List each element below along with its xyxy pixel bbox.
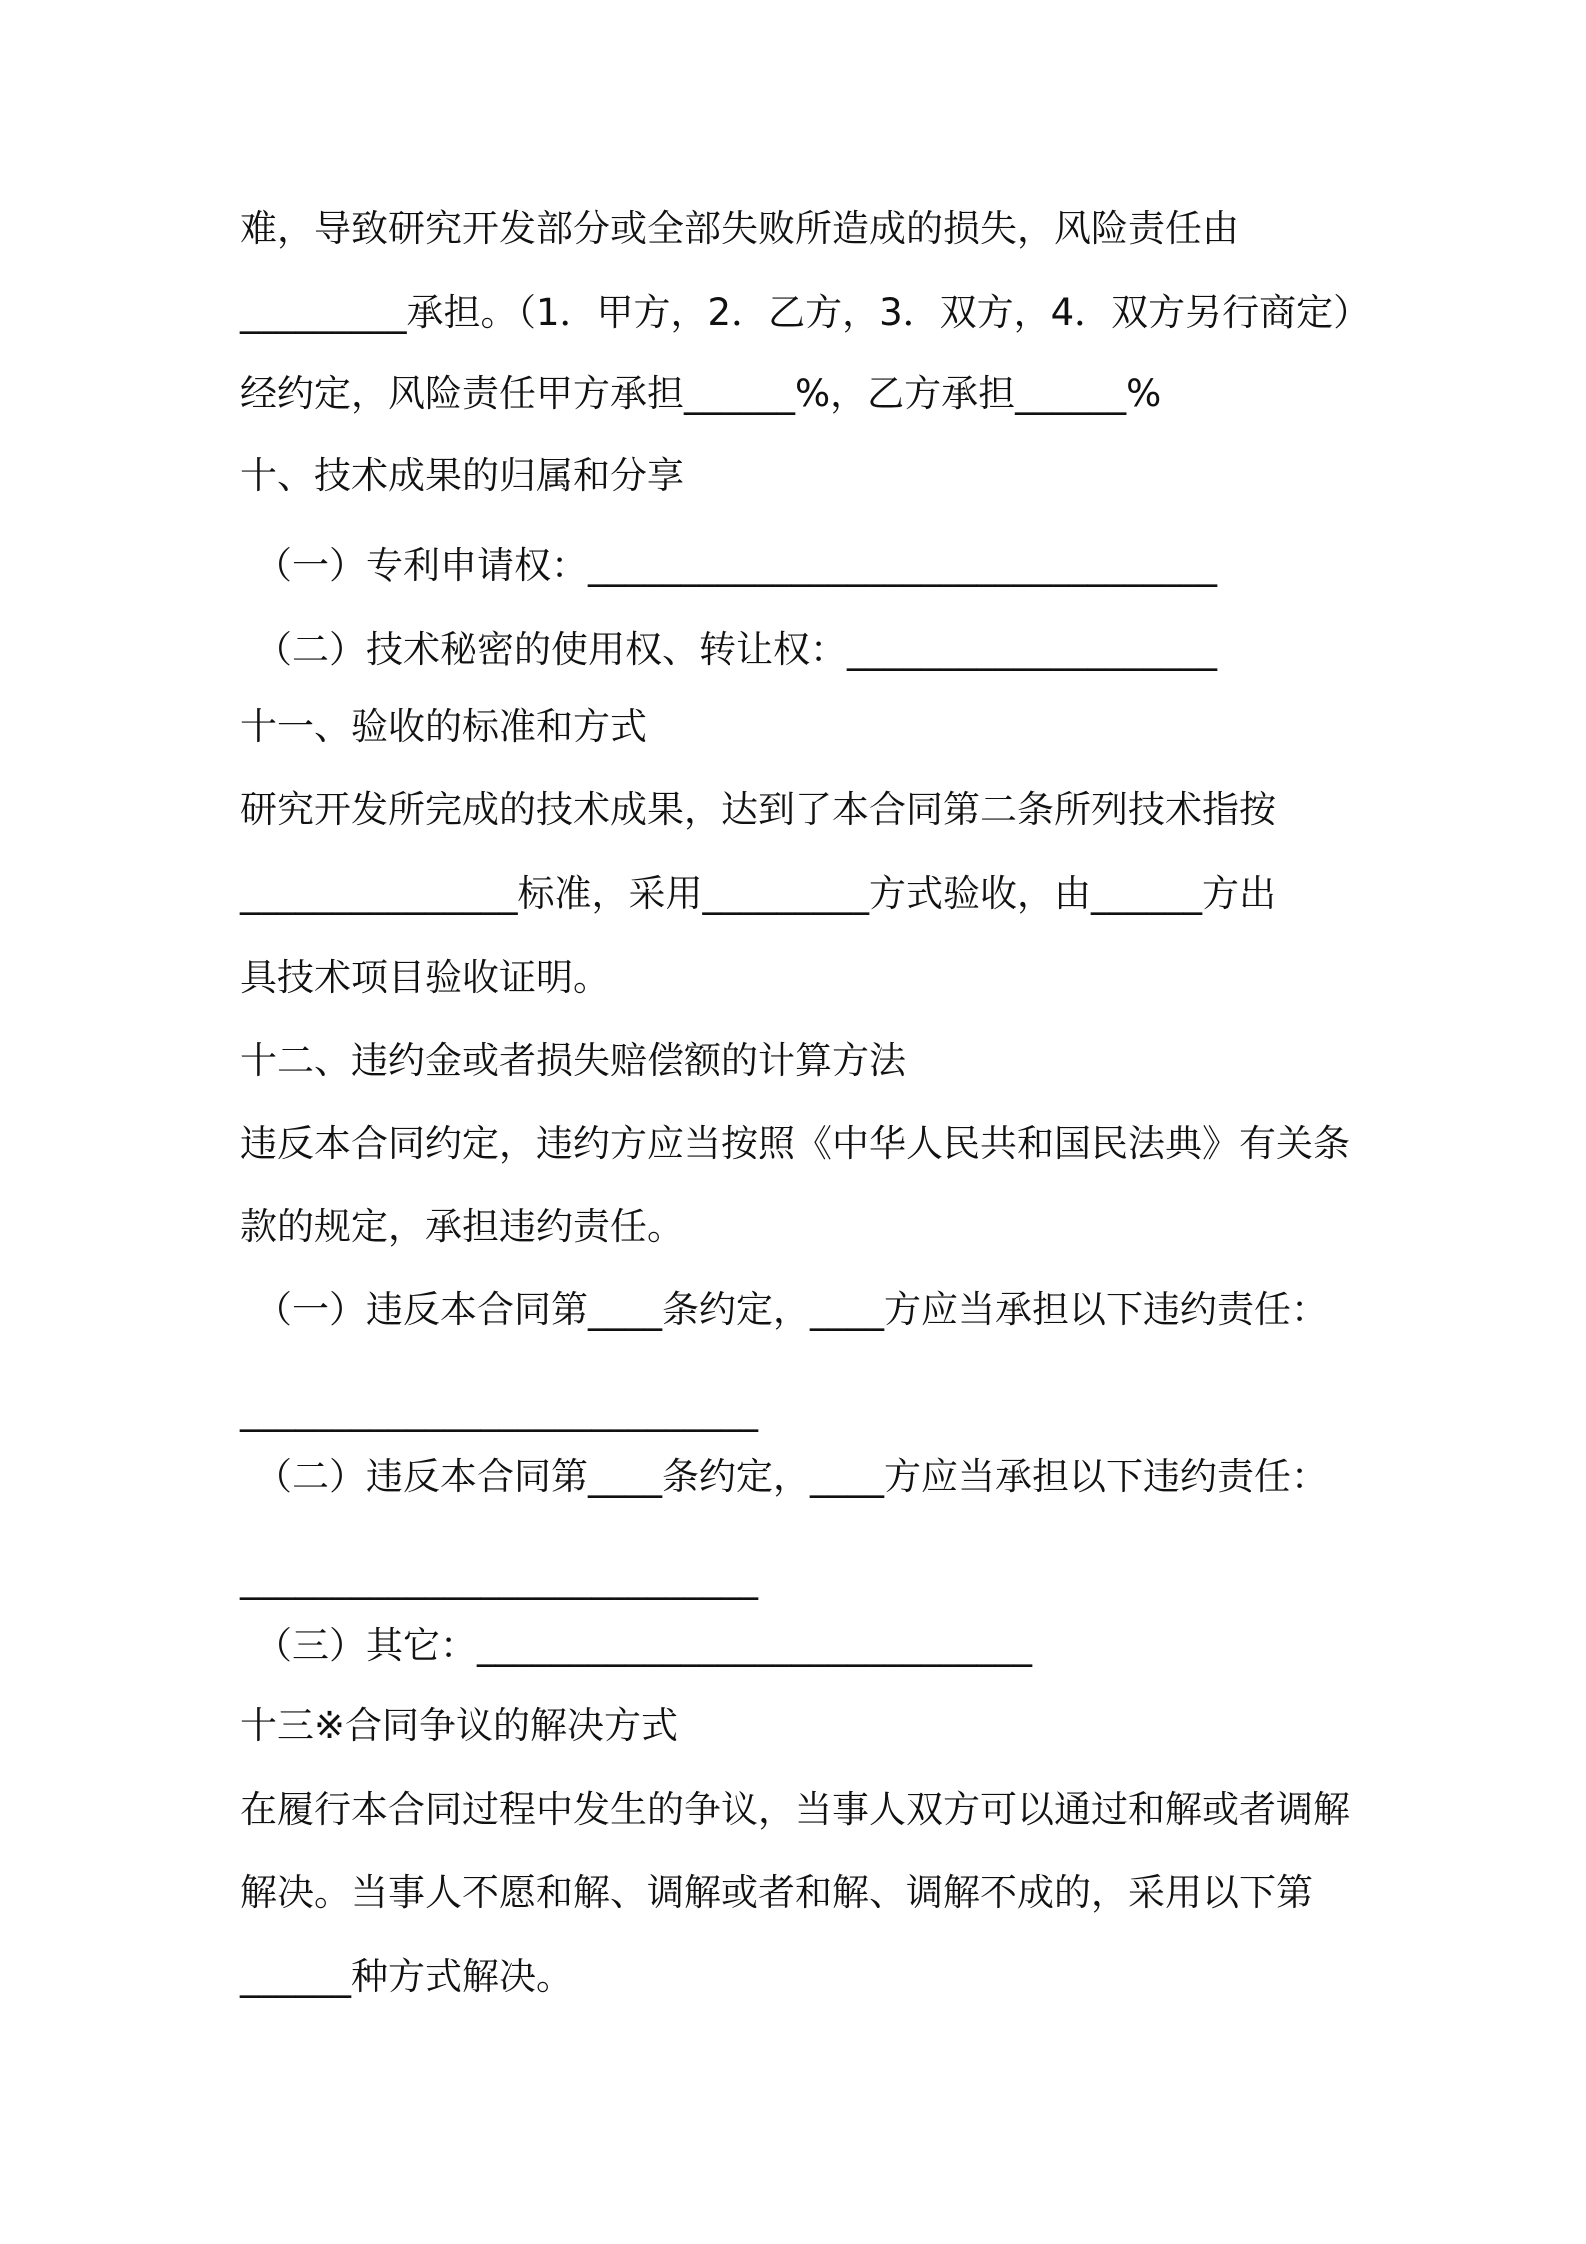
text-line: _______________标准，采用_________方式验收，由______方出 (240, 872, 1276, 915)
text-line: 解决。当事人不愿和解、调解或者和解、调解不成的，采用以下第 (240, 1871, 1313, 1914)
text-line: 款的规定，承担违约责任。 (240, 1205, 684, 1248)
text-line: 违反本合同约定，违约方应当按照《中华人民共和国民法典》有关条 (240, 1122, 1350, 1165)
text-line: （一）违反本合同第____条约定，____方应当承担以下违约责任： (255, 1288, 1328, 1331)
text-line: _________承担。（1．甲方，2．乙方，3．双方，4．双方另行商定） (240, 291, 1371, 334)
text-line: ______种方式解决。 (240, 1955, 573, 1998)
text-line: （一）专利申请权：__________________________________ (255, 544, 1217, 587)
text-line: 具技术项目验收证明。 (240, 956, 610, 999)
blank-fill-line: ____________________________ (240, 1389, 758, 1432)
section-heading: 十二、违约金或者损失赔偿额的计算方法 (240, 1039, 906, 1082)
blank-fill-line: ____________________________ (240, 1557, 758, 1600)
text-line: 经约定，风险责任甲方承担______%，乙方承担______% (240, 372, 1162, 415)
text-line: （二）技术秘密的使用权、转让权：____________________ (255, 628, 1217, 671)
text-line: 在履行本合同过程中发生的争议，当事人双方可以通过和解或者调解 (240, 1788, 1350, 1831)
section-heading: 十三※合同争议的解决方式 (240, 1704, 679, 1747)
section-heading: 十一、验收的标准和方式 (240, 705, 647, 748)
text-line: 研究开发所完成的技术成果，达到了本合同第二条所列技术指按 (240, 788, 1276, 831)
text-line: （二）违反本合同第____条约定，____方应当承担以下违约责任： (255, 1455, 1328, 1498)
text-line: （三）其它：______________________________ (255, 1624, 1032, 1667)
section-heading: 十、技术成果的归属和分享 (240, 454, 684, 497)
text-line: 难，导致研究开发部分或全部失败所造成的损失，风险责任由 (240, 207, 1239, 250)
